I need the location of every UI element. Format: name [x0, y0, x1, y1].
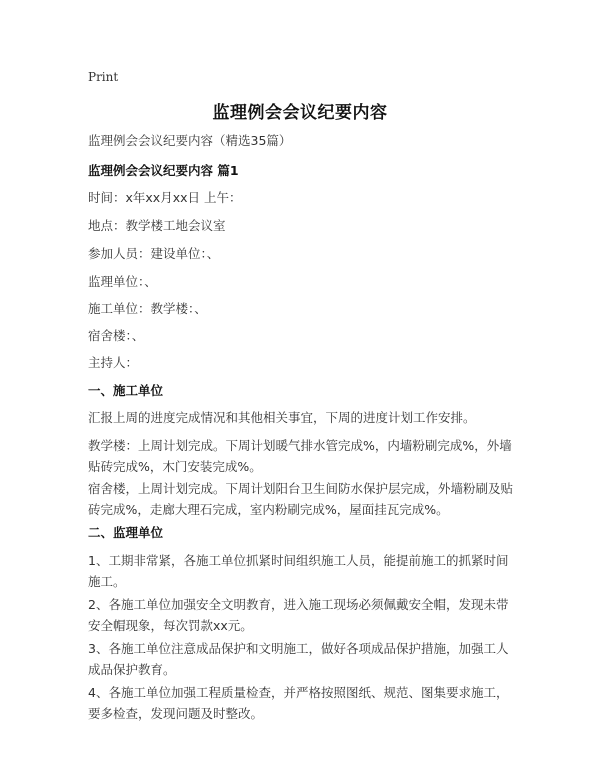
- attendees: 参加人员：建设单位：、: [88, 246, 220, 261]
- page-title: 监理例会会议纪要内容: [212, 103, 388, 123]
- part2-item: 4、各施工单位加强工程质量检查，并严格按照图纸、规范、图集要求施工，要多检查，发现问题及时整改。: [88, 685, 509, 721]
- part2-item: 1、工期非常紧，各施工单位抓紧时间组织施工人员，能提前施工的抓紧时间施工。: [88, 553, 509, 589]
- dorm-unit: 宿舍楼：、: [88, 328, 145, 343]
- supervisor-unit: 监理单位：、: [88, 274, 157, 289]
- part2-item: 2、各施工单位加强安全文明教育，进入施工现场必须佩戴安全帽，发现未带安全帽现象，每次罚款xx元。: [88, 597, 509, 633]
- part1-teaching-building: 教学楼：上周计划完成。下周计划暖气排水管完成%，内墙粉刷完成%，外墙贴砖完成%，木门安装完成%。: [88, 438, 512, 474]
- part1-intro: 汇报上周的进度完成情况和其他相关事宜，下周的进度计划工作安排。: [88, 410, 476, 425]
- print-link[interactable]: Print: [88, 70, 119, 84]
- subtitle: 监理例会会议纪要内容（精选35篇）: [88, 133, 292, 148]
- host: 主持人：: [88, 355, 139, 370]
- part2-item: 3、各施工单位注意成品保护和文明施工，做好各项成品保护措施，加强工人成品保护教育。: [88, 641, 509, 677]
- meeting-time: 时间：x年xx月xx日 上午：: [88, 190, 242, 205]
- part2-heading: 二、监理单位: [88, 525, 164, 540]
- meeting-place: 地点：教学楼工地会议室: [88, 218, 226, 233]
- part1-heading: 一、施工单位: [88, 383, 164, 398]
- part1-dorm-building: 宿舍楼，上周计划完成。下周计划阳台卫生间防水保护层完成，外墙粉刷及贴砖完成%，走廊大理石完成，室内粉刷完成%，屋面挂瓦完成%。: [88, 481, 514, 517]
- contractor-unit: 施工单位：教学楼：、: [88, 301, 207, 316]
- section-heading: 监理例会会议纪要内容 篇1: [88, 163, 239, 178]
